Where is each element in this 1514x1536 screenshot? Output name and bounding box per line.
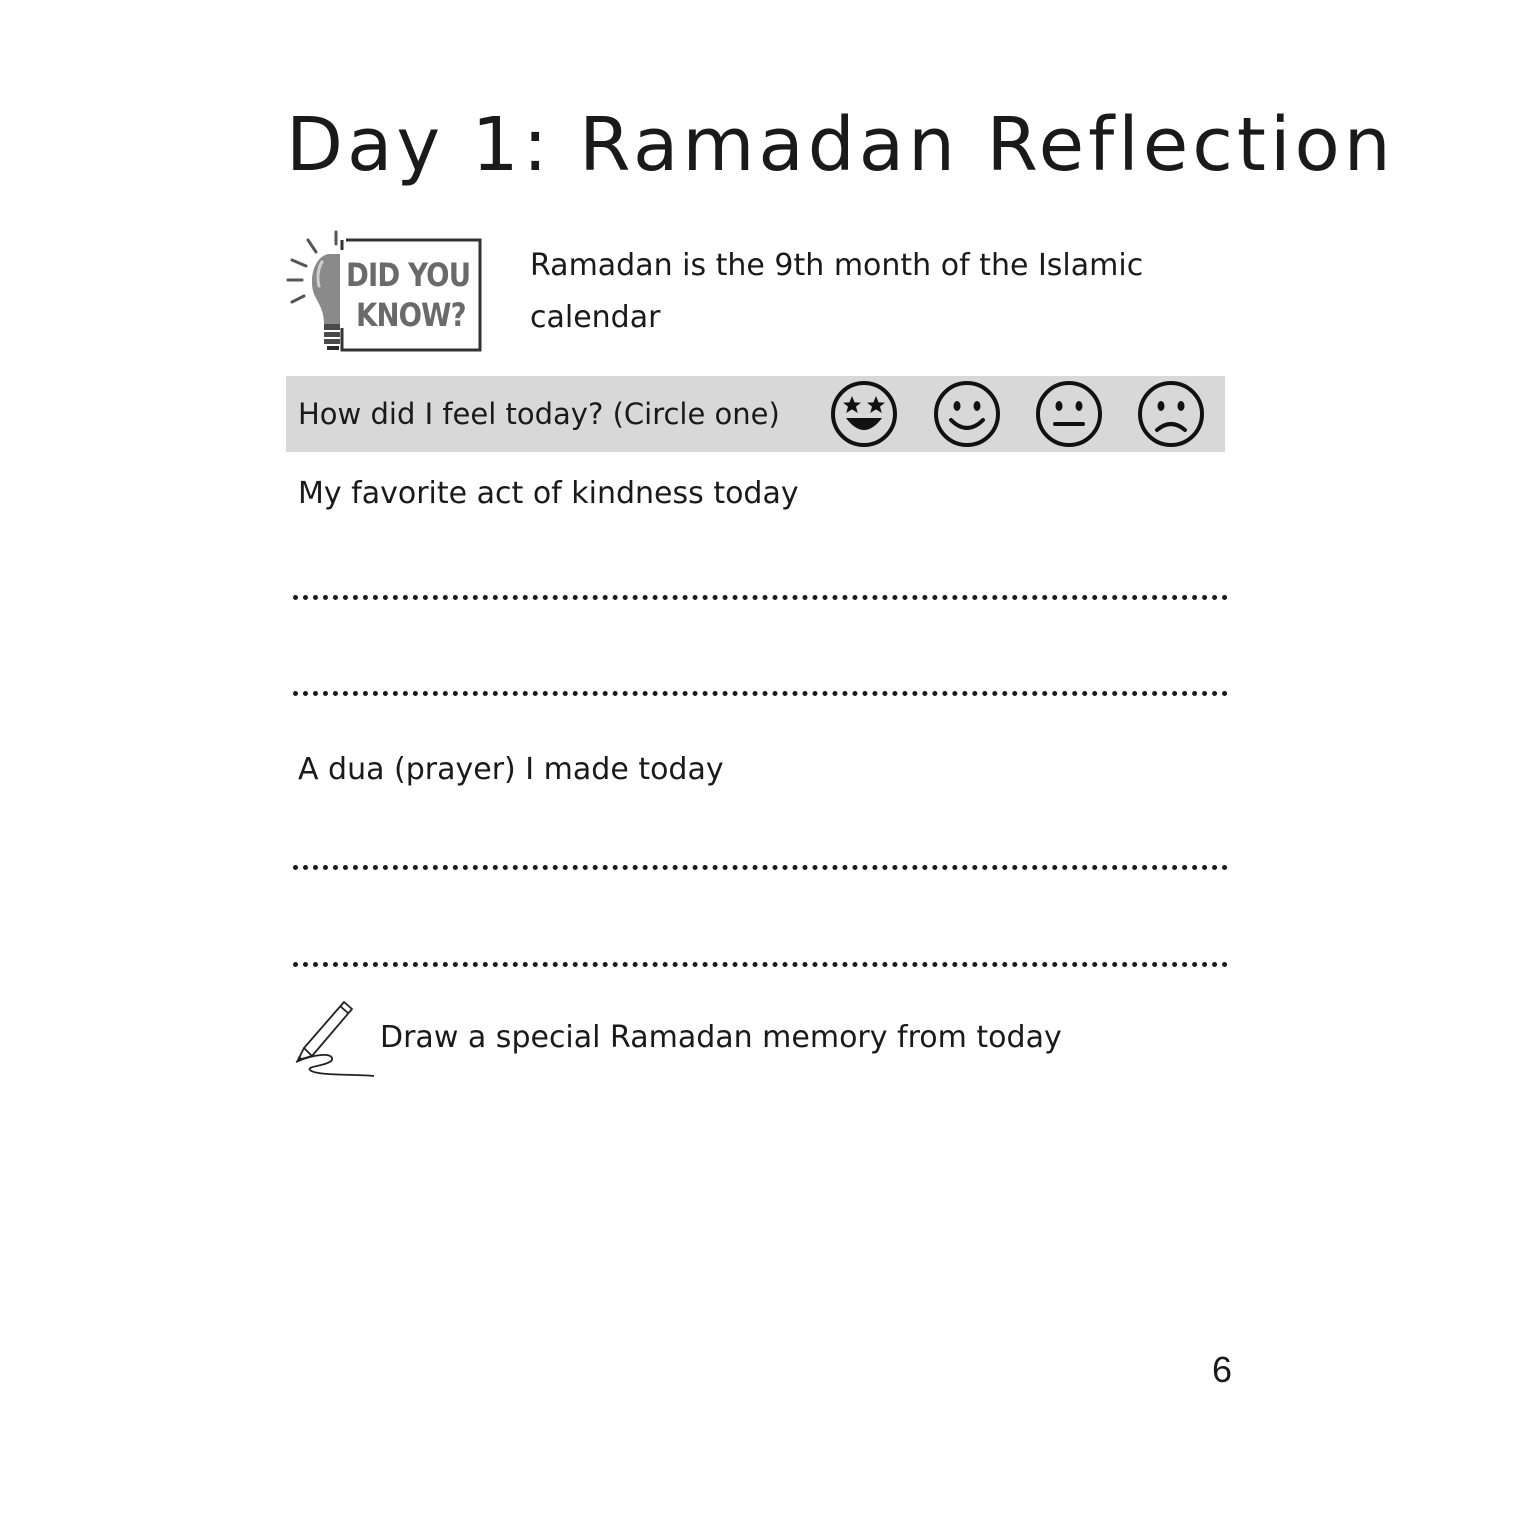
feelings-bar: [286, 376, 1225, 452]
feelings-prompt: How did I feel today? (Circle one): [298, 397, 780, 431]
dua-label: A dua (prayer) I made today: [298, 752, 724, 787]
did-you-know-fact: Ramadan is the 9th month of the Islamic calendar: [530, 248, 1144, 335]
did-you-know-badge: [284, 228, 484, 354]
kindness-write-line-2[interactable]: [293, 691, 1228, 696]
badge-text-line2: KNOW?: [356, 296, 466, 334]
pencil-icon: [294, 996, 376, 1080]
page-number: 6: [1212, 1349, 1233, 1390]
neutral-face-icon[interactable]: [1035, 380, 1103, 448]
frowning-face-icon[interactable]: [1137, 380, 1205, 448]
dua-write-line-1[interactable]: [293, 865, 1228, 870]
badge-text-line1: DID YOU: [346, 256, 471, 294]
smiling-face-icon[interactable]: [933, 380, 1001, 448]
drawing-prompt: Draw a special Ramadan memory from today: [380, 1020, 1062, 1055]
star-struck-face-icon[interactable]: [830, 380, 898, 448]
kindness-write-line-1[interactable]: [293, 595, 1228, 600]
dua-write-line-2[interactable]: [293, 962, 1228, 967]
kindness-label: My favorite act of kindness today: [298, 476, 799, 511]
page-title: Day 1: Ramadan Reflection: [286, 102, 1395, 188]
